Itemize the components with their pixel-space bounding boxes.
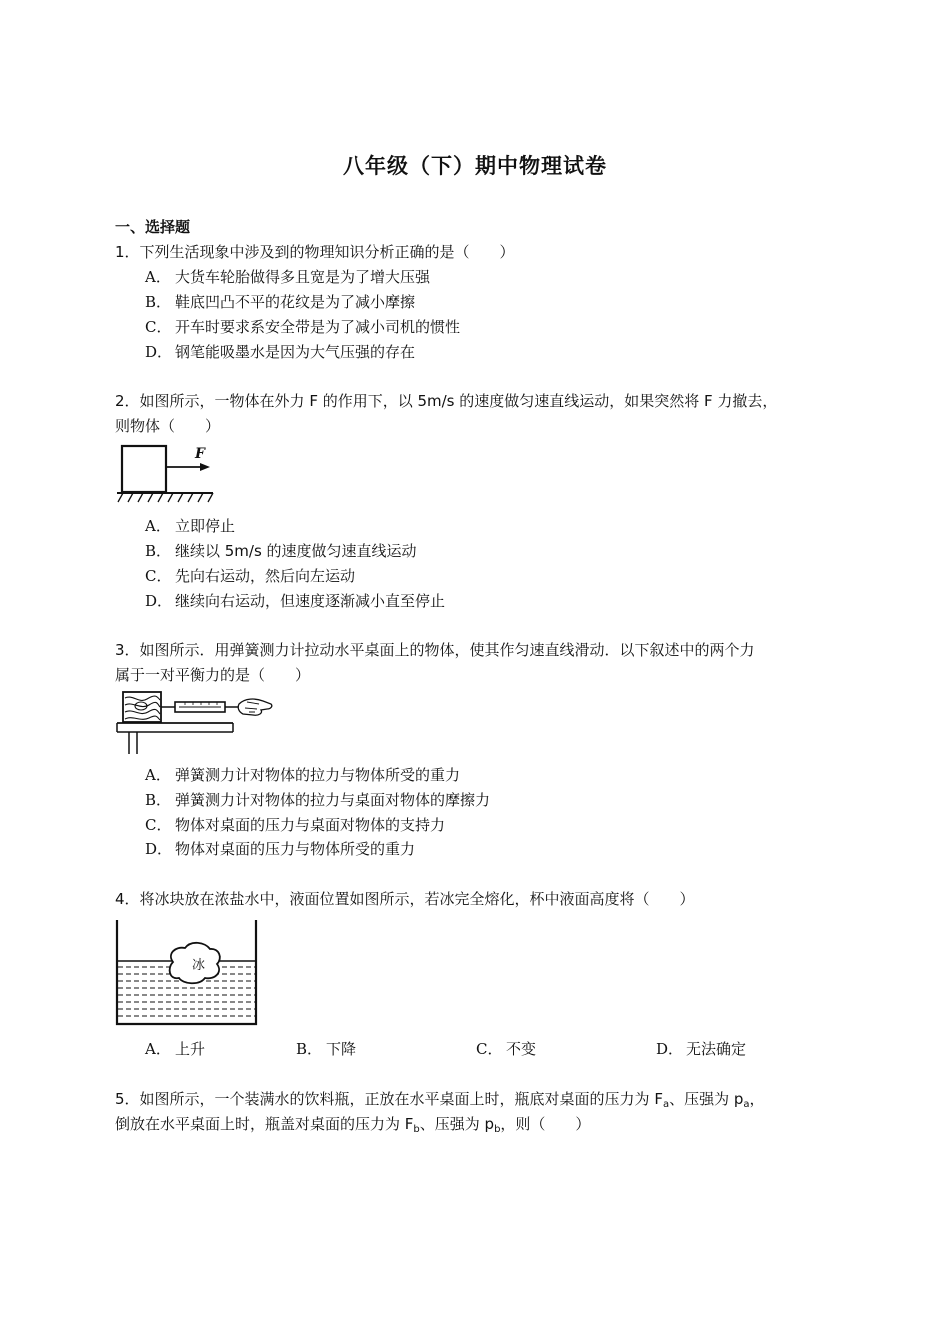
q5-text: ，则（ ）	[500, 1115, 591, 1133]
subscript: a	[743, 1099, 750, 1110]
question-4-stem: 4．将冰块放在浓盐水中，液面位置如图所示，若冰完全熔化，杯中液面高度将（ ）	[115, 890, 695, 908]
subscript: b	[413, 1124, 420, 1135]
option-label: D．	[145, 840, 173, 858]
question-5-stem-line1	[115, 1088, 765, 1110]
question-3-stem-line1: 3．如图所示．用弹簧测力计拉动水平桌面上的物体，使其作匀速直线滑动．以下叙述中的两个力	[115, 641, 755, 659]
option-text: 鞋底凹凸不平的花纹是为了减小摩擦	[175, 293, 416, 311]
option-text: 物体对桌面的压力与桌面对物体的支持力	[175, 816, 446, 834]
question-3-stem-line2: 属于一对平衡力的是（ ）	[115, 666, 311, 684]
q2-option-d	[145, 590, 445, 611]
q5-text: ，	[749, 1090, 765, 1108]
option-text: 开车时要求系安全带是为了减小司机的惯性	[175, 318, 461, 336]
q4-figure-ice-in-brine	[115, 918, 260, 1028]
option-text: 物体对桌面的压力与物体所受的重力	[175, 840, 416, 858]
option-text: 先向右运动，然后向左运动	[175, 567, 356, 585]
subscript: a	[662, 1099, 670, 1110]
option-label: C．	[145, 318, 172, 336]
section-heading: 一、选择题	[115, 218, 191, 236]
subscript: b	[494, 1124, 501, 1135]
q3-figure-spring-scale	[115, 690, 275, 756]
option-label: A．	[145, 1040, 171, 1058]
q1-option-c	[145, 316, 460, 337]
option-label: A．	[145, 766, 171, 784]
option-label: D．	[145, 592, 173, 610]
q4-option-d	[656, 1038, 746, 1059]
option-label: B．	[296, 1040, 323, 1058]
q2-option-b	[145, 540, 417, 561]
option-text: 弹簧测力计对物体的拉力与桌面对物体的摩擦力	[175, 791, 491, 809]
q1-option-a	[145, 266, 430, 287]
option-text: 无法确定	[686, 1040, 747, 1058]
option-label: A．	[145, 517, 171, 535]
q2-figure-block-force	[115, 442, 220, 507]
option-text: 继续向右运动，但速度逐渐减小直至停止	[175, 592, 446, 610]
q1-option-d	[145, 341, 415, 362]
question-2-stem-line1: 2．如图所示，一物体在外力 F 的作用下，以 5m/s 的速度做匀速直线运动，如果突然将 F 力撤去，	[115, 392, 778, 410]
q3-option-c	[145, 814, 445, 835]
option-text: 上升	[175, 1040, 206, 1058]
option-text: 继续以 5m/s 的速度做匀速直线运动	[175, 542, 417, 560]
q2-option-c	[145, 565, 355, 586]
q3-option-a	[145, 764, 460, 785]
force-label: F	[195, 446, 205, 462]
q5-text: 、压强为 p	[419, 1115, 495, 1133]
option-label: C．	[145, 567, 172, 585]
option-label: D．	[656, 1040, 684, 1058]
question-5-stem-line2	[115, 1113, 590, 1135]
q2-option-a	[145, 515, 235, 536]
option-label: B．	[145, 293, 172, 311]
q5-text: 倒放在水平桌面上时，瓶盖对桌面的压力为 F	[115, 1115, 414, 1133]
option-text: 立即停止	[175, 517, 236, 535]
option-label: B．	[145, 791, 172, 809]
q4-option-c	[476, 1038, 536, 1059]
option-label: B．	[145, 542, 172, 560]
page-title: 八年级（下）期中物理试卷	[343, 154, 607, 178]
option-text: 大货车轮胎做得多且宽是为了增大压强	[175, 268, 431, 286]
q1-option-b	[145, 291, 415, 312]
option-label: A．	[145, 268, 171, 286]
q4-option-a	[145, 1038, 205, 1059]
option-label: C．	[476, 1040, 503, 1058]
ice-label: 冰	[192, 958, 206, 973]
q3-option-d	[145, 838, 415, 859]
q5-text: 、压强为 p	[669, 1090, 744, 1108]
question-2-stem-line2: 则物体（ ）	[115, 417, 221, 435]
option-text: 弹簧测力计对物体的拉力与物体所受的重力	[175, 766, 461, 784]
option-text: 下降	[326, 1040, 357, 1058]
question-1-stem: 1．下列生活现象中涉及到的物理知识分析正确的是（ ）	[115, 243, 515, 261]
option-label: C．	[145, 816, 172, 834]
option-text: 钢笔能吸墨水是因为大气压强的存在	[175, 343, 416, 361]
option-text: 不变	[506, 1040, 537, 1058]
q5-text: 5．如图所示，一个装满水的饮料瓶，正放在水平桌面上时，瓶底对桌面的压力为 F	[115, 1090, 663, 1108]
q4-option-b	[296, 1038, 356, 1059]
q3-option-b	[145, 789, 490, 810]
option-label: D．	[145, 343, 173, 361]
